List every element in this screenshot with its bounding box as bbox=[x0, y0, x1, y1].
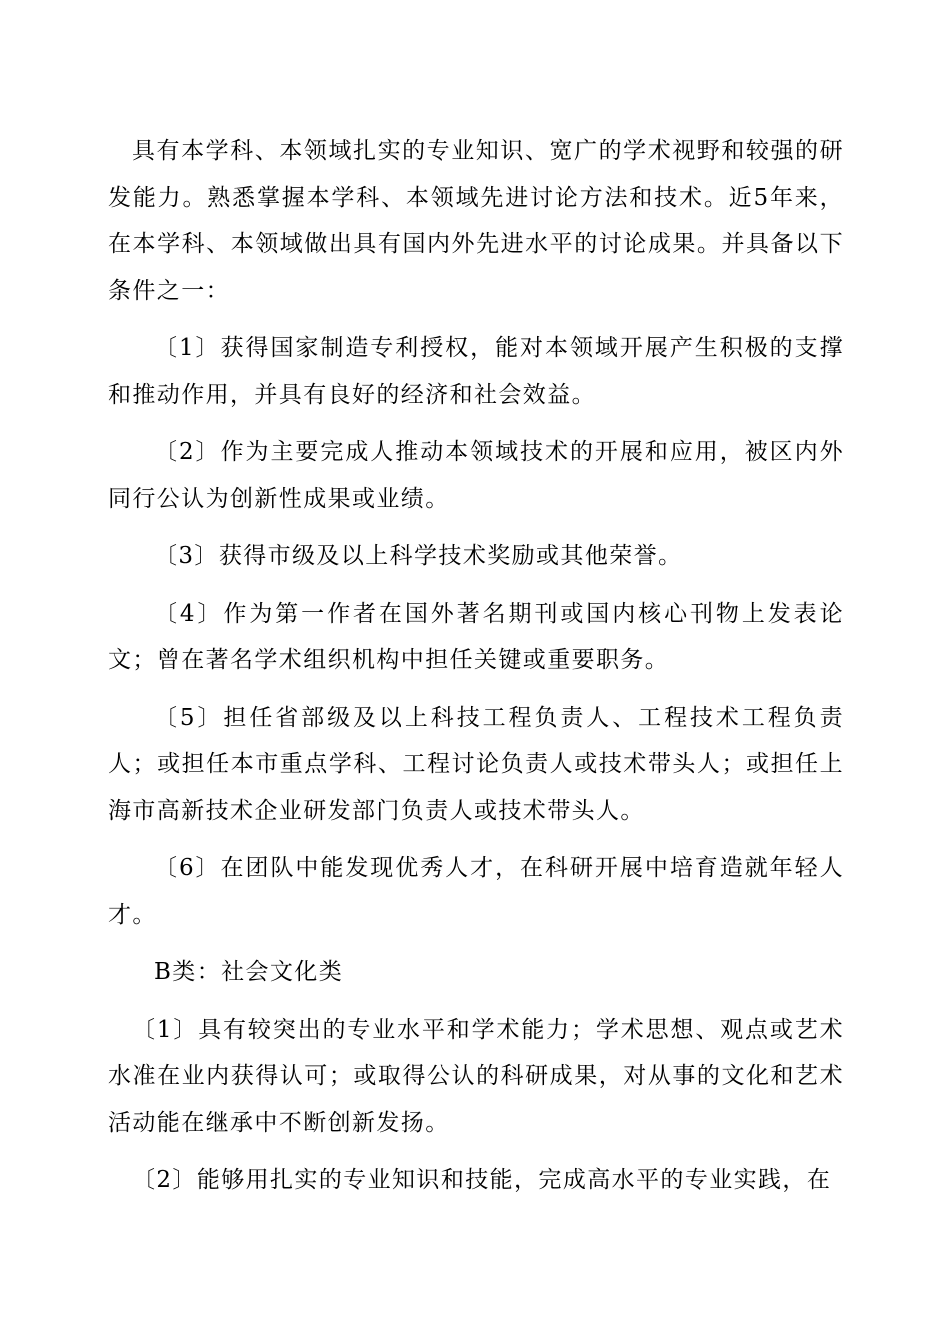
paragraph-item-5: 〔5〕担任省部级及以上科技工程负责人、工程技术工程负责人；或担任本市重点学科、工程讨论负责人或技术带头人；或担任上海市高新技术企业研发部门负责人或技术带头人。 bbox=[108, 704, 844, 824]
paragraph-b-item-2: 〔2〕能够用扎实的专业知识和技能，完成高水平的专业实践，在 bbox=[132, 1167, 832, 1193]
paragraph-item-6: 〔6〕在团队中能发现优秀人才，在科研开展中培育造就年轻人才。 bbox=[108, 855, 844, 928]
section-heading-b: B类：社会文化类 bbox=[154, 959, 344, 985]
paragraph-item-1: 〔1〕获得国家制造专利授权，能对本领域开展产生积极的支撑和推动作用，并具有良好的经济和社会效益。 bbox=[108, 335, 844, 408]
document-body bbox=[108, 128, 844, 1215]
paragraph-item-4: 〔4〕作为第一作者在国外著名期刊或国内核心刊物上发表论文；曾在著名学术组织机构中担任关键或重要职务。 bbox=[108, 600, 844, 673]
paragraph-item-2: 〔2〕作为主要完成人推动本领域技术的开展和应用，被区内外同行公认为创新性成果或业绩。 bbox=[108, 439, 844, 512]
paragraph-item-3: 〔3〕获得市级及以上科学技术奖励或其他荣誉。 bbox=[154, 543, 683, 569]
paragraph-intro: 具有本学科、本领域扎实的专业知识、宽广的学术视野和较强的研发能力。熟悉掌握本学科、本领域先进讨论方法和技术。近5年来，在本学科、本领域做出具有国内外先进水平的讨论成果。并具备以下条件之一： bbox=[108, 138, 844, 304]
paragraph-b-item-1: 〔1〕具有较突出的专业水平和学术能力；学术思想、观点或艺术水准在业内获得认可；或取得公认的科研成果，对从事的文化和艺术活动能在继承中不断创新发扬。 bbox=[108, 1016, 844, 1136]
